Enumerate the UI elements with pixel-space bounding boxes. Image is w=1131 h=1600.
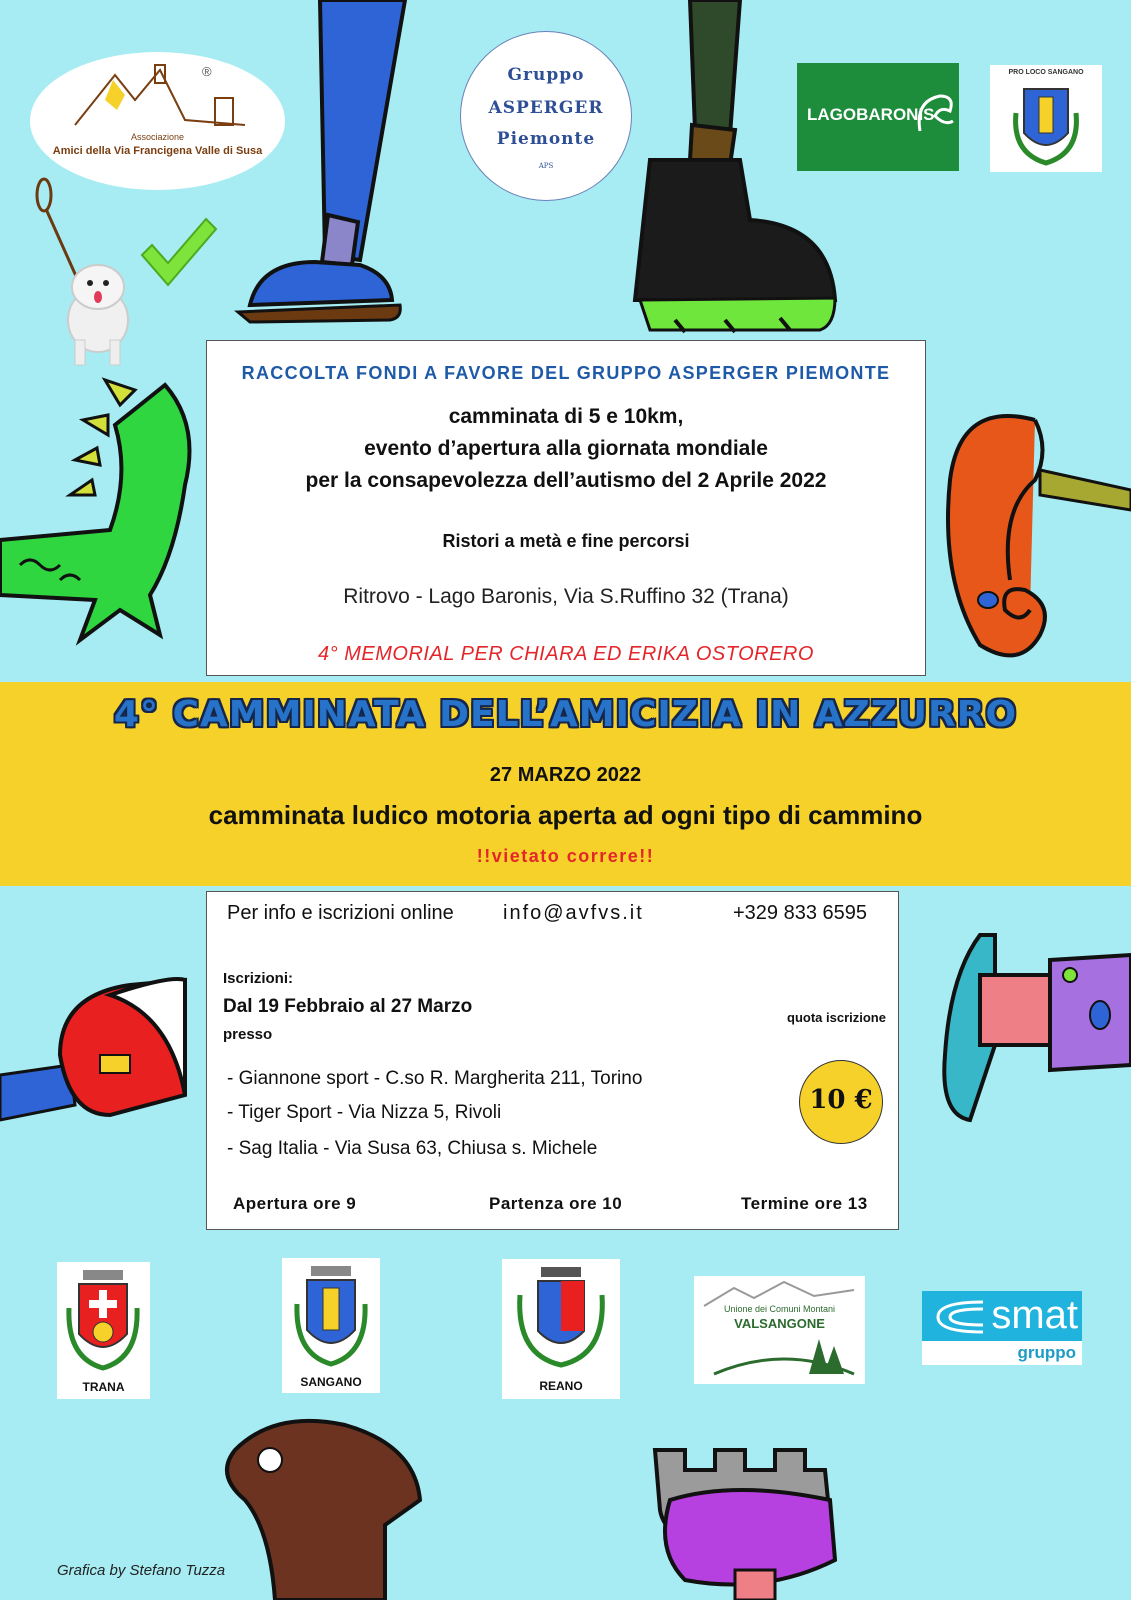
via-francigena-emblem-icon — [65, 60, 250, 130]
asperger-group-logo — [460, 31, 632, 201]
event-date: 27 MARZO 2022 — [489, 764, 642, 786]
event-info-box — [206, 340, 926, 676]
shop-item: - Sag Italia - Via Susa 63, Chiusa s. Michele — [227, 1138, 598, 1159]
check-mark-icon — [138, 215, 218, 290]
lago-baronis-text: LAGOBARONIS — [807, 105, 935, 124]
event-title: 4° CAMMINATA DELL’AMICIZIA IN AZZURRO — [113, 694, 1018, 735]
start-time: Partenza ore 10 — [489, 1194, 623, 1213]
avf-name-label: Amici della Via Francigena Valle di Susa — [52, 145, 263, 157]
red-shoe-illustration — [0, 955, 200, 1135]
asperger-logo-line1: Gruppo — [507, 65, 585, 85]
smat-logo — [922, 1291, 1082, 1365]
sangano-coat-of-arms — [282, 1258, 380, 1393]
dragon-illustration — [0, 365, 210, 655]
info-line-1: camminata di 5 e 10km, — [448, 405, 684, 428]
info-line-3: per la consapevolezza dell’autismo del 2 Aprile 2022 — [305, 469, 827, 492]
asperger-logo-line2: ASPERGER — [488, 98, 604, 118]
valsangone-logo — [694, 1276, 865, 1384]
event-tagline: camminata ludico motoria aperta ad ogni tipo di cammino — [208, 800, 923, 830]
smat-bar — [922, 1291, 1082, 1341]
trana-label: TRANA — [82, 1380, 125, 1394]
trana-crest-icon — [63, 1268, 143, 1373]
contact-email[interactable]: info@avfvs.it — [503, 902, 644, 924]
valsangone-line1: Unione dei Comuni Montani — [723, 1304, 836, 1314]
brown-shoe-illustration — [215, 1410, 435, 1600]
avf-assoc-label: Associazione — [130, 132, 185, 142]
info-line-2: evento d’apertura alla giornata mondiale — [364, 437, 768, 460]
end-time: Termine ore 13 — [741, 1194, 868, 1213]
shop-item: - Tiger Sport - Via Nizza 5, Rivoli — [227, 1102, 502, 1123]
reano-coat-of-arms — [502, 1259, 620, 1399]
smat-name: smat — [991, 1293, 1078, 1337]
no-running-warning: !!vietato correre!! — [476, 846, 655, 866]
dog-illustration — [30, 175, 140, 375]
shop-item: - Giannone sport - C.so R. Margherita 211, Torino — [227, 1068, 643, 1089]
sangano-crest-icon — [1010, 83, 1082, 167]
reano-crest-icon — [516, 1265, 606, 1370]
blue-leg-illustration — [230, 0, 430, 330]
memorial-text: 4° MEMORIAL PER CHIARA ED ERIKA OSTORERO — [318, 643, 814, 665]
smat-swirl-icon — [928, 1297, 988, 1337]
asperger-logo-aps: APS — [538, 162, 554, 170]
meeting-point: Ritrovo - Lago Baronis, Via S.Ruffino 32 (Trana) — [343, 585, 789, 608]
trees-icon — [714, 1334, 854, 1379]
fundraising-heading: RACCOLTA FONDI A FAVORE DEL GRUPPO ASPERGER PIEMONTE — [241, 363, 891, 383]
refreshment-note: Ristori a metà e fine percorsi — [442, 531, 690, 551]
contact-phone[interactable]: +329 833 6595 — [733, 902, 868, 924]
registration-box — [206, 891, 899, 1230]
sangano-label: SANGANO — [300, 1375, 362, 1389]
lago-baronis-logo — [797, 63, 959, 171]
orange-creature-illustration — [940, 400, 1131, 670]
presso-label: presso — [223, 1026, 273, 1043]
avf-association-logo — [30, 52, 285, 190]
registered-mark: ® — [202, 64, 212, 79]
proloco-text: PRO LOCO SANGANO — [1008, 69, 1084, 76]
reano-label: REANO — [539, 1379, 583, 1393]
sangano-coat-icon — [291, 1264, 371, 1369]
smat-group: gruppo — [1017, 1343, 1076, 1362]
registration-period: Dal 19 Febbraio al 27 Marzo — [223, 996, 473, 1017]
info-label: Per info e iscrizioni online — [227, 902, 454, 924]
registration-label: Iscrizioni: — [223, 970, 294, 987]
quota-price: 10 € — [809, 1085, 873, 1115]
quota-label: quota iscrizione — [787, 1010, 886, 1025]
boot-illustration — [630, 0, 850, 350]
wave-icon — [915, 91, 955, 135]
cyan-shoe-illustration — [940, 935, 1131, 1125]
asperger-logo-line3: Piemonte — [496, 129, 596, 149]
opening-time: Apertura ore 9 — [233, 1194, 357, 1213]
purple-tower-illustration — [645, 1430, 865, 1600]
trana-coat-of-arms — [57, 1262, 150, 1399]
quota-badge — [799, 1060, 883, 1144]
proloco-sangano-logo — [990, 65, 1102, 172]
graphic-credit: Grafica by Stefano Tuzza — [57, 1562, 226, 1579]
title-band — [0, 682, 1131, 886]
valsangone-line2: VALSANGONE — [734, 1316, 825, 1331]
